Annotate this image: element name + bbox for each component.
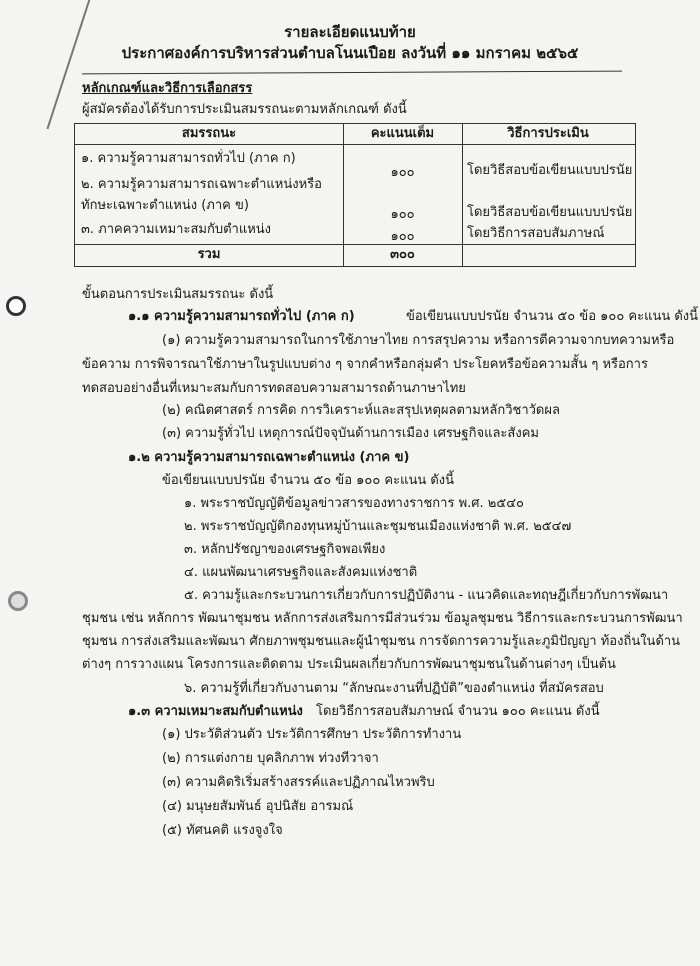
total-score: ๓๐๐ (390, 247, 415, 262)
table-cell-item: ๑. ความรู้ความสามารถทั่วไป (ภาค ก) (81, 151, 296, 166)
column-header: สมรรถนะ (181, 126, 237, 141)
paragraph-line: (๑) ความรู้ความสามารถในการใช้ภาษาไทย การสรุปความ หรือการตีความจากบทความหรือ (162, 333, 675, 348)
section-desc: ข้อเขียนแบบปรนัย จำนวน ๕๐ ข้อ ๑๐๐ คะแนน ดังนี้ (162, 473, 455, 488)
list-item: ๑. พระราชบัญญัติข้อมูลข่าวสารของทางราชการ พ.ศ. ๒๕๔๐ (184, 496, 524, 511)
table-cell-score: ๑๐๐ (390, 229, 415, 244)
paragraph-line: ทดสอบอย่างอื่นที่เหมาะสมกับการทดสอบความสามารถด้านภาษาไทย (82, 381, 466, 396)
column-header: คะแนนเต็ม (370, 126, 435, 141)
total-label: รวม (197, 247, 221, 262)
table-cell-item: ๒. ความรู้ความสามารถเฉพาะตำแหน่งหรือ (81, 177, 322, 192)
table-cell-method: โดยวิธีการสอบสัมภาษณ์ (467, 226, 605, 241)
criteria-table (74, 123, 636, 267)
section-desc: โดยวิธีการสอบสัมภาษณ์ จำนวน ๑๐๐ คะแนน ดังนี้ (316, 704, 600, 719)
section-desc: ข้อเขียนแบบปรนัย จำนวน ๕๐ ข้อ ๑๐๐ คะแนน ดังนี้ (406, 309, 699, 324)
section-heading: ๑.๒ ความรู้ความสามารถเฉพาะตำแหน่ง (ภาค ข) (128, 450, 410, 465)
table-cell-item: ๓. ภาคความเหมาะสมกับตำแหน่ง (81, 222, 271, 237)
list-item: (๔) มนุษยสัมพันธ์ อุปนิสัย อารมณ์ (162, 799, 354, 814)
steps-intro: ขั้นตอนการประเมินสมรรถนะ ดังนี้ (82, 287, 274, 302)
list-item: (๕) ทัศนคติ แรงจูงใจ (162, 823, 283, 838)
paragraph-line: ชุมชน การส่งเสริมและพัฒนา ศักยภาพชุมชนและผู้นำชุมชน การจัดการความรู้และภูมิปัญญา ท้องถิ่นในด้าน (82, 634, 681, 649)
paragraph-line: ข้อความ การพิจารณาใช้ภาษาในรูปแบบต่าง ๆ จากคำหรือกลุ่มคำ ประโยคหรือข้อความสั้น ๆ หรือการ (82, 357, 648, 372)
title-divider (82, 71, 622, 75)
section-heading: ๑.๓ ความเหมาะสมกับตำแหน่ง (128, 704, 303, 719)
criteria-intro: ผู้สมัครต้องได้รับการประเมินสมรรถนะตามหลักเกณฑ์ ดังนี้ (82, 102, 407, 117)
document-subtitle: ประกาศองค์การบริหารส่วนตำบลโนนเปือย ลงวันที่ ๑๑ มกราคม ๒๕๖๕ (121, 44, 579, 62)
document-title: รายละเอียดแนบท้าย (284, 23, 416, 41)
list-item: (๒) คณิตศาสตร์ การคิด การวิเคราะห์และสรุปเหตุผลตามหลักวิชาวัดผล (162, 403, 560, 418)
table-cell-score: ๑๐๐ (390, 165, 415, 180)
table-cell-method: โดยวิธีสอบข้อเขียนแบบปรนัย (467, 163, 633, 178)
column-header: วิธีการประเมิน (507, 126, 589, 141)
list-item: ๓. หลักปรัชญาของเศรษฐกิจพอเพียง (184, 542, 386, 557)
section-heading: ๑.๑ ความรู้ความสามารถทั่วไป (ภาค ก) (128, 309, 355, 324)
list-item: ๒. พระราชบัญญัติกองทุนหมู่บ้านและชุมชนเมืองแห่งชาติ พ.ศ. ๒๕๔๗ (184, 519, 572, 534)
list-item: ๔. แผนพัฒนาเศรษฐกิจและสังคมแห่งชาติ (184, 565, 418, 580)
list-item: (๑) ประวัติส่วนตัว ประวัติการศึกษา ประวัติการทำงาน (162, 727, 462, 742)
criteria-heading: หลักเกณฑ์และวิธีการเลือกสรร (82, 81, 253, 96)
list-item: (๓) ความรู้ทั่วไป เหตุการณ์ปัจจุบันด้านการเมือง เศรษฐกิจและสังคม (162, 426, 539, 441)
list-item: (๒) การแต่งกาย บุคลิกภาพ ท่วงทีวาจา (162, 751, 379, 766)
table-cell-method: โดยวิธีสอบข้อเขียนแบบปรนัย (467, 205, 633, 220)
paragraph-line: ต่างๆ การวางแผน โครงการและติดตาม ประเมินผลเกี่ยวกับการพัฒนาชุมชนในด้านต่างๆ เป็นต้น (82, 657, 616, 672)
punch-hole (6, 296, 26, 316)
table-cell-item: ทักษะเฉพาะตำแหน่ง (ภาค ข) (81, 198, 249, 213)
table-cell-score: ๑๐๐ (390, 207, 415, 222)
list-item: ๖. ความรู้ที่เกี่ยวกับงานตาม “ลักษณะงานที่ปฏิบัติ”ของตำแหน่ง ที่สมัครสอบ (184, 681, 604, 696)
paragraph-line: ชุมชน เช่น หลักการ พัฒนาชุมชน หลักการส่งเสริมการมีส่วนร่วม ข้อมูลชุมชน วิธีการและกระบวนการพัฒนา (82, 611, 683, 626)
punch-hole (8, 591, 28, 611)
paragraph-line: ๕. ความรู้และกระบวนการเกี่ยวกับการปฏิบัติงาน - แนวคิดและทฤษฎีเกี่ยวกับการพัฒนา (184, 588, 669, 603)
list-item: (๓) ความคิดริเริ่มสร้างสรรค์และปฏิภาณไหวพริบ (162, 775, 435, 790)
